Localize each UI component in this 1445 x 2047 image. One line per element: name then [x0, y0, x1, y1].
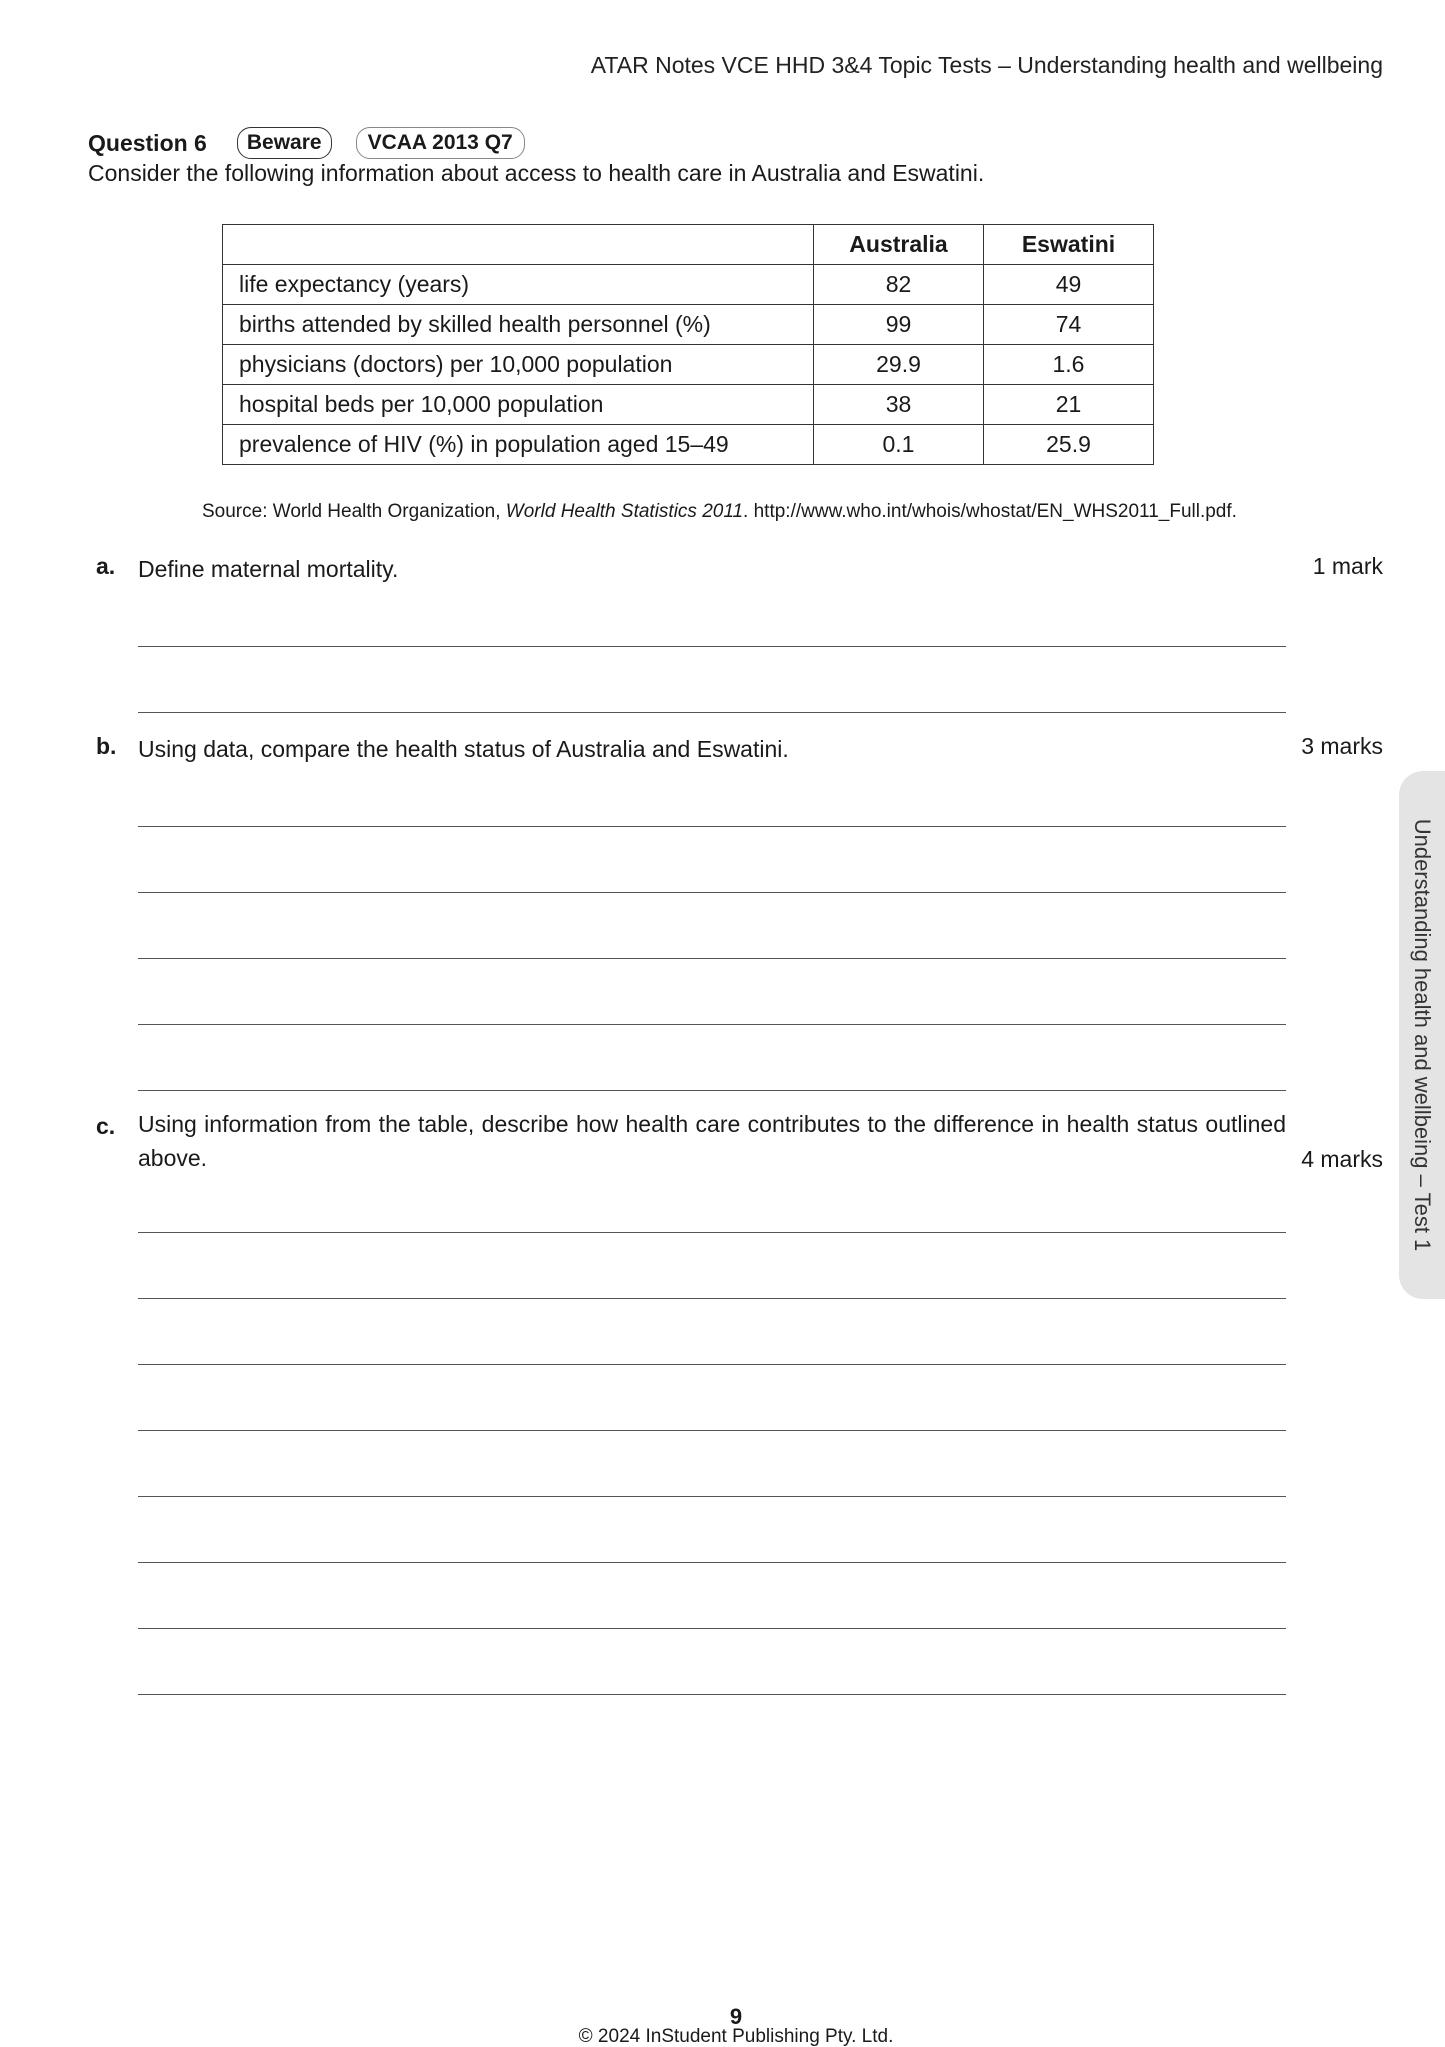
answer-line[interactable]: [138, 1496, 1286, 1497]
part-c-marks: 4 marks: [1301, 1146, 1383, 1172]
answer-line[interactable]: [138, 1024, 1286, 1025]
table-header-row: [223, 225, 1154, 265]
answer-line[interactable]: [138, 1628, 1286, 1629]
cell-eswatini: 49: [984, 265, 1154, 305]
page-number: 9: [729, 2004, 743, 2029]
cell-eswatini: 21: [984, 385, 1154, 425]
answer-line[interactable]: [138, 1090, 1286, 1091]
cell-australia: 99: [814, 305, 984, 345]
answer-line[interactable]: [138, 1694, 1286, 1695]
table-row: [223, 265, 1154, 305]
cell-eswatini: 74: [984, 305, 1154, 345]
answer-line[interactable]: [138, 1430, 1286, 1431]
table-header-eswatini: Eswatini: [984, 225, 1154, 265]
part-prompt: Using data, compare the health status of Australia and Eswatini.: [138, 736, 789, 762]
copyright-notice: © 2024 InStudent Publishing Pty. Ltd.: [578, 2026, 894, 2047]
answer-line[interactable]: [138, 712, 1286, 713]
question-title: Question 6: [88, 129, 207, 156]
table-row: [223, 305, 1154, 345]
row-label: life expectancy (years): [223, 265, 814, 305]
row-label: births attended by skilled health personnel (%): [223, 305, 814, 345]
exam-source-badge: VCAA 2013 Q7: [356, 127, 525, 159]
answer-line[interactable]: [138, 826, 1286, 827]
row-label: physicians (doctors) per 10,000 population: [223, 345, 814, 385]
source-prefix: Source: World Health Organization,: [202, 501, 506, 522]
answer-line[interactable]: [138, 1232, 1286, 1233]
part-prompt: Define maternal mortality.: [138, 556, 399, 582]
table-source: [202, 501, 1237, 523]
answer-line[interactable]: [138, 1364, 1286, 1365]
answer-line[interactable]: [138, 1562, 1286, 1563]
table-header-blank: [223, 225, 814, 265]
part-b-marks: 3 marks: [1301, 733, 1383, 759]
answer-line[interactable]: [138, 958, 1286, 959]
table-row: [223, 345, 1154, 385]
health-care-table: [222, 224, 1154, 465]
row-label: hospital beds per 10,000 population: [223, 385, 814, 425]
question-intro: Consider the following information about access to health care in Australia and Eswatini.: [88, 160, 985, 186]
answer-line[interactable]: [138, 646, 1286, 647]
part-letter: b.: [96, 733, 117, 759]
cell-eswatini: 1.6: [984, 345, 1154, 385]
cell-australia: 82: [814, 265, 984, 305]
section-side-tab: [1399, 771, 1445, 1299]
side-tab-label: Understanding health and wellbeing – Test 1: [1410, 818, 1435, 1252]
answer-line[interactable]: [138, 1298, 1286, 1299]
row-label: prevalence of HIV (%) in population aged 15–49: [223, 425, 814, 465]
beware-badge: Beware: [237, 127, 332, 159]
part-a-marks: 1 mark: [1312, 553, 1383, 579]
source-suffix: . http://www.who.int/whois/whostat/EN_WHS2011_Full.pdf.: [743, 501, 1237, 522]
part-letter: c.: [96, 1113, 116, 1139]
table-row: [223, 425, 1154, 465]
part-letter: a.: [96, 553, 116, 579]
source-title: World Health Statistics 2011: [505, 501, 744, 522]
question-heading: [88, 127, 525, 159]
cell-australia: 38: [814, 385, 984, 425]
table-header-australia: Australia: [814, 225, 984, 265]
cell-australia: 29.9: [814, 345, 984, 385]
cell-australia: 0.1: [814, 425, 984, 465]
part-prompt: Using information from the table, describe how health care contributes to the difference in health status outlined above.: [138, 1111, 1286, 1171]
answer-line[interactable]: [138, 892, 1286, 893]
cell-eswatini: 25.9: [984, 425, 1154, 465]
running-header: ATAR Notes VCE HHD 3&4 Topic Tests – Understanding health and wellbeing: [590, 52, 1383, 78]
table-row: [223, 385, 1154, 425]
